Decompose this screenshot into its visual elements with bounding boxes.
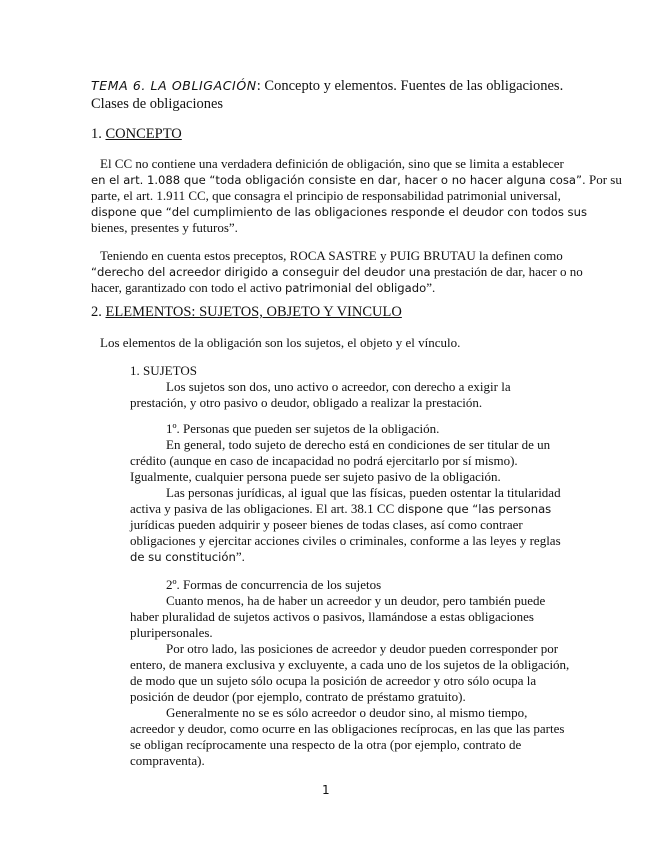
sujetos-l2: prestación, y otro pasivo o deudor, obligado a realizar la prestación. [130, 395, 483, 410]
concepto-p1-l2-quote: en el art. 1.088 que “toda obligación consiste en dar, hacer o no hacer alguna cosa”. [91, 173, 586, 187]
personas-l8 [130, 549, 245, 565]
section-1-heading [91, 125, 182, 143]
personas-l6: jurídicas pueden adquirir y poseer bienes de todas clases, así como contraer [130, 517, 523, 532]
concepto-p1-l1: El CC no contiene una verdadera definición de obligación, sino que se limita a establecer [100, 156, 564, 171]
sujetos-heading: 1. SUJETOS [130, 363, 197, 378]
formas-l3: pluripersonales. [130, 625, 213, 640]
personas-l5 [130, 501, 551, 517]
title-rest: : Concepto y elementos. Fuentes de las obligaciones. [256, 78, 564, 94]
personas-l3: Igualmente, cualquier persona puede ser sujeto pasivo de la obligación. [130, 469, 501, 484]
personas-l5-start: activa y pasiva de las obligaciones. El art. 38.1 CC [130, 501, 398, 516]
concepto-p1-l2-rest: Por su [585, 172, 622, 187]
section-1-number: 1. [91, 126, 102, 142]
personas-l5-quote: dispone que “las personas [397, 502, 552, 516]
formas-heading: 2º. Formas de concurrencia de los sujetos [166, 577, 382, 592]
page-title-line2: Clases de obligaciones [91, 96, 224, 112]
formas-l2: haber pluralidad de sujetos activos o pasivos, llamándose a estas obligaciones [130, 609, 534, 624]
personas-l2: crédito (aunque en caso de incapacidad no podrá ejercitarlo por sí mismo). [130, 453, 518, 468]
concepto-p2-l3-end: ”. [426, 280, 436, 295]
concepto-p1-l4 [91, 204, 587, 220]
title-tema: TEMA 6. LA OBLIGACIÓN [91, 78, 257, 93]
concepto-p2-l1: Teniendo en cuenta estos preceptos, ROCA SASTRE y PUIG BRUTAU la definen como [100, 248, 563, 263]
formas-l11: compraventa). [130, 753, 205, 768]
page-title [91, 77, 563, 95]
section-2-heading [91, 303, 402, 321]
concepto-p1-l4-quote: dispone que “del cumplimiento de las obligaciones responde el deudor con todos sus [91, 205, 587, 219]
concepto-p2-l2-quote: “derecho del acreedor dirigido a conseguir del deudor una [91, 265, 431, 279]
page-number: 1 [322, 783, 330, 797]
personas-heading: 1º. Personas que pueden ser sujetos de la obligación. [166, 421, 440, 436]
personas-l1: En general, todo sujeto de derecho está en condiciones de ser titular de un [166, 437, 551, 452]
personas-l7: obligaciones y ejercitar acciones civiles o criminales, conforme a las leyes y reglas [130, 533, 561, 548]
concepto-p2-l3-quote: patrimonial del obligado [285, 281, 427, 295]
concepto-p1-l5: bienes, presentes y futuros”. [91, 220, 238, 235]
section-2-number: 2. [91, 304, 102, 320]
concepto-p2-l3-start: hacer, garantizado con todo el activo [91, 280, 286, 295]
personas-l8-quote: de su constitución [130, 550, 236, 564]
concepto-p1-l2 [91, 172, 622, 188]
concepto-p2-l2-rest: prestación de dar, hacer o no [430, 264, 583, 279]
concepto-p2-l2 [91, 264, 583, 280]
formas-l5: entero, de manera exclusiva y excluyente, a cada uno de los sujetos de la obligación, [130, 657, 570, 672]
formas-l10: se obligan recíprocamente una respecto de la otra (por ejemplo, contrato de [130, 737, 522, 752]
section-2-title: ELEMENTOS: SUJETOS, OBJETO Y VINCULO [105, 304, 402, 320]
concepto-p2-l3 [91, 280, 435, 296]
formas-l1: Cuanto menos, ha de haber un acreedor y un deudor, pero también puede [166, 593, 546, 608]
section-1-title: CONCEPTO [105, 126, 182, 142]
formas-l4: Por otro lado, las posiciones de acreedor y deudor pueden corresponder por [166, 641, 559, 656]
formas-l9: acreedor y deudor, como ocurre en las obligaciones recíprocas, en las que las partes [130, 721, 565, 736]
personas-l8-end: ”. [235, 549, 245, 564]
formas-l7: posición de deudor (por ejemplo, contrato de préstamo gratuito). [130, 689, 466, 704]
formas-l6: de modo que un sujeto sólo ocupa la posición de acreedor y otro sólo ocupa la [130, 673, 537, 688]
concepto-p1-l3: parte, el art. 1.911 CC, que consagra el principio de responsabilidad patrimonial universal, [91, 188, 561, 203]
personas-l4: Las personas jurídicas, al igual que las físicas, pueden ostentar la titularidad [166, 485, 561, 500]
sujetos-l1: Los sujetos son dos, uno activo o acreedor, con derecho a exigir la [166, 379, 511, 394]
elementos-intro: Los elementos de la obligación son los sujetos, el objeto y el vínculo. [100, 335, 461, 350]
formas-l8: Generalmente no se es sólo acreedor o deudor sino, al mismo tiempo, [166, 705, 528, 720]
